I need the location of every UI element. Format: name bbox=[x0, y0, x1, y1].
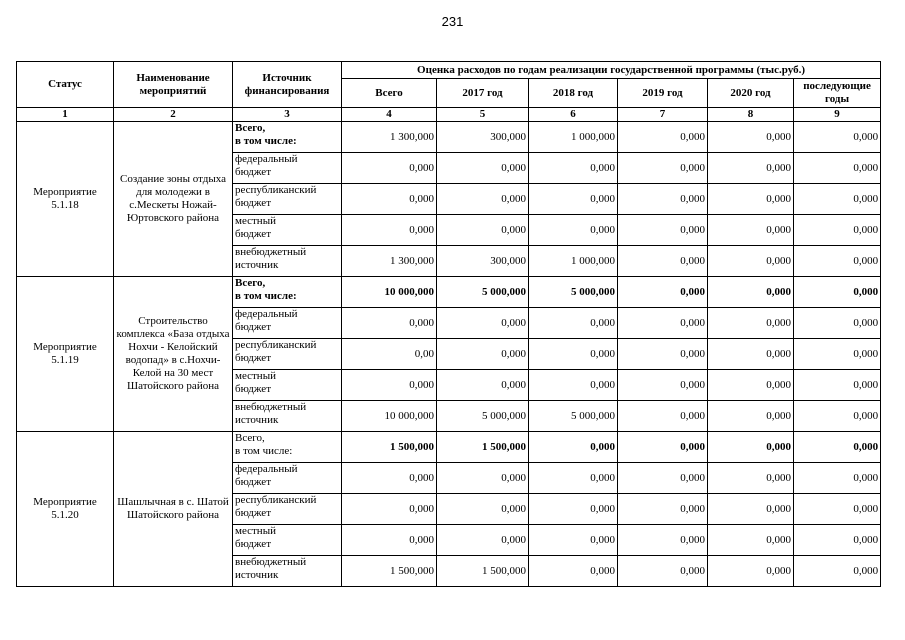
column-number: 6 bbox=[529, 108, 618, 122]
amount-cell: 0,000 bbox=[437, 153, 529, 184]
amount-cell: 0,00 bbox=[342, 339, 437, 370]
funding-source: местный бюджет bbox=[233, 370, 342, 401]
amount-cell: 0,000 bbox=[618, 401, 708, 432]
header-2017: 2017 год bbox=[437, 79, 529, 108]
activity-name: Строительство комплекса «База отдыха Нохчи - Келойский водопад» в с.Нохчи-Келой на 30 мест Шатойского района bbox=[114, 277, 233, 432]
amount-cell: 0,000 bbox=[618, 556, 708, 587]
funding-source: федеральный бюджет bbox=[233, 153, 342, 184]
amount-cell: 0,000 bbox=[708, 215, 794, 246]
amount-cell: 0,000 bbox=[708, 370, 794, 401]
amount-cell: 5 000,000 bbox=[437, 401, 529, 432]
amount-cell: 0,000 bbox=[794, 494, 881, 525]
amount-cell: 1 500,000 bbox=[437, 432, 529, 463]
funding-source: федеральный бюджет bbox=[233, 308, 342, 339]
amount-cell: 0,000 bbox=[618, 525, 708, 556]
funding-source: Всего, в том числе: bbox=[233, 432, 342, 463]
amount-cell: 0,000 bbox=[529, 370, 618, 401]
amount-cell: 0,000 bbox=[618, 122, 708, 153]
column-number: 2 bbox=[114, 108, 233, 122]
column-number: 8 bbox=[708, 108, 794, 122]
amount-cell: 0,000 bbox=[794, 122, 881, 153]
column-number: 1 bbox=[17, 108, 114, 122]
amount-cell: 0,000 bbox=[437, 215, 529, 246]
funding-source: республиканский бюджет bbox=[233, 184, 342, 215]
amount-cell: 0,000 bbox=[708, 339, 794, 370]
amount-cell: 0,000 bbox=[794, 401, 881, 432]
activity-status: Мероприятие 5.1.20 bbox=[17, 432, 114, 587]
amount-cell: 0,000 bbox=[437, 463, 529, 494]
header-group: Оценка расходов по годам реализации государственной программы (тыс.руб.) bbox=[342, 62, 881, 79]
amount-cell: 0,000 bbox=[794, 215, 881, 246]
amount-cell: 1 000,000 bbox=[529, 246, 618, 277]
funding-source: Всего, в том числе: bbox=[233, 277, 342, 308]
header-2019: 2019 год bbox=[618, 79, 708, 108]
activity-name: Шашлычная в с. Шатой Шатойского района bbox=[114, 432, 233, 587]
amount-cell: 0,000 bbox=[529, 494, 618, 525]
amount-cell: 0,000 bbox=[794, 246, 881, 277]
amount-cell: 0,000 bbox=[618, 463, 708, 494]
amount-cell: 0,000 bbox=[708, 525, 794, 556]
table-row bbox=[17, 122, 881, 153]
table-body bbox=[17, 122, 881, 587]
amount-cell: 0,000 bbox=[708, 556, 794, 587]
amount-cell: 0,000 bbox=[618, 494, 708, 525]
amount-cell: 0,000 bbox=[342, 184, 437, 215]
amount-cell: 0,000 bbox=[794, 277, 881, 308]
amount-cell: 0,000 bbox=[618, 184, 708, 215]
header-later: последующие годы bbox=[794, 79, 881, 108]
amount-cell: 0,000 bbox=[437, 184, 529, 215]
amount-cell: 1 500,000 bbox=[342, 432, 437, 463]
amount-cell: 0,000 bbox=[618, 246, 708, 277]
amount-cell: 0,000 bbox=[618, 277, 708, 308]
amount-cell: 0,000 bbox=[618, 215, 708, 246]
amount-cell: 300,000 bbox=[437, 122, 529, 153]
header-total: Всего bbox=[342, 79, 437, 108]
amount-cell: 0,000 bbox=[708, 153, 794, 184]
amount-cell: 5 000,000 bbox=[529, 277, 618, 308]
header-source: Источник финансирования bbox=[233, 62, 342, 108]
amount-cell: 0,000 bbox=[618, 339, 708, 370]
amount-cell: 0,000 bbox=[342, 463, 437, 494]
column-number: 9 bbox=[794, 108, 881, 122]
amount-cell: 0,000 bbox=[342, 370, 437, 401]
amount-cell: 5 000,000 bbox=[529, 401, 618, 432]
column-number-row bbox=[17, 108, 881, 122]
amount-cell: 0,000 bbox=[618, 370, 708, 401]
amount-cell: 0,000 bbox=[794, 370, 881, 401]
amount-cell: 0,000 bbox=[342, 308, 437, 339]
column-number: 4 bbox=[342, 108, 437, 122]
funding-source: внебюджетный источник bbox=[233, 246, 342, 277]
header-2018: 2018 год bbox=[529, 79, 618, 108]
amount-cell: 0,000 bbox=[529, 432, 618, 463]
amount-cell: 0,000 bbox=[794, 463, 881, 494]
table-row bbox=[17, 277, 881, 308]
amount-cell: 1 300,000 bbox=[342, 246, 437, 277]
funding-source: местный бюджет bbox=[233, 525, 342, 556]
amount-cell: 0,000 bbox=[529, 184, 618, 215]
funding-source: внебюджетный источник bbox=[233, 556, 342, 587]
amount-cell: 0,000 bbox=[794, 432, 881, 463]
amount-cell: 0,000 bbox=[708, 401, 794, 432]
amount-cell: 0,000 bbox=[342, 215, 437, 246]
header-name: Наименование мероприятий bbox=[114, 62, 233, 108]
amount-cell: 0,000 bbox=[529, 525, 618, 556]
amount-cell: 0,000 bbox=[794, 184, 881, 215]
activity-status: Мероприятие 5.1.19 bbox=[17, 277, 114, 432]
header-status: Статус bbox=[17, 62, 114, 108]
amount-cell: 0,000 bbox=[437, 370, 529, 401]
amount-cell: 1 500,000 bbox=[437, 556, 529, 587]
header-2020: 2020 год bbox=[708, 79, 794, 108]
amount-cell: 0,000 bbox=[708, 246, 794, 277]
amount-cell: 0,000 bbox=[529, 215, 618, 246]
amount-cell: 0,000 bbox=[794, 153, 881, 184]
activity-name: Создание зоны отдыха для молодежи в с.Мескеты Ножай-Юртовского района bbox=[114, 122, 233, 277]
funding-source: Всего, в том числе: bbox=[233, 122, 342, 153]
amount-cell: 0,000 bbox=[529, 556, 618, 587]
amount-cell: 0,000 bbox=[708, 122, 794, 153]
funding-source: республиканский бюджет bbox=[233, 494, 342, 525]
amount-cell: 10 000,000 bbox=[342, 401, 437, 432]
amount-cell: 0,000 bbox=[618, 153, 708, 184]
amount-cell: 0,000 bbox=[437, 494, 529, 525]
column-number: 7 bbox=[618, 108, 708, 122]
amount-cell: 0,000 bbox=[794, 556, 881, 587]
amount-cell: 10 000,000 bbox=[342, 277, 437, 308]
amount-cell: 5 000,000 bbox=[437, 277, 529, 308]
amount-cell: 1 500,000 bbox=[342, 556, 437, 587]
amount-cell: 0,000 bbox=[529, 153, 618, 184]
amount-cell: 0,000 bbox=[437, 308, 529, 339]
amount-cell: 0,000 bbox=[708, 308, 794, 339]
amount-cell: 0,000 bbox=[342, 525, 437, 556]
funding-source: местный бюджет bbox=[233, 215, 342, 246]
amount-cell: 0,000 bbox=[708, 494, 794, 525]
amount-cell: 0,000 bbox=[529, 463, 618, 494]
amount-cell: 0,000 bbox=[529, 308, 618, 339]
funding-source: республиканский бюджет bbox=[233, 339, 342, 370]
amount-cell: 0,000 bbox=[342, 153, 437, 184]
amount-cell: 0,000 bbox=[618, 432, 708, 463]
funding-source: федеральный бюджет bbox=[233, 463, 342, 494]
amount-cell: 1 000,000 bbox=[529, 122, 618, 153]
expense-table bbox=[16, 61, 881, 587]
amount-cell: 1 300,000 bbox=[342, 122, 437, 153]
amount-cell: 0,000 bbox=[437, 339, 529, 370]
activity-status: Мероприятие 5.1.18 bbox=[17, 122, 114, 277]
amount-cell: 0,000 bbox=[794, 339, 881, 370]
page-number: 231 bbox=[441, 14, 464, 29]
amount-cell: 0,000 bbox=[708, 463, 794, 494]
amount-cell: 0,000 bbox=[708, 184, 794, 215]
amount-cell: 0,000 bbox=[794, 525, 881, 556]
amount-cell: 300,000 bbox=[437, 246, 529, 277]
amount-cell: 0,000 bbox=[618, 308, 708, 339]
amount-cell: 0,000 bbox=[437, 525, 529, 556]
table-row bbox=[17, 432, 881, 463]
amount-cell: 0,000 bbox=[342, 494, 437, 525]
funding-source: внебюджетный источник bbox=[233, 401, 342, 432]
amount-cell: 0,000 bbox=[708, 277, 794, 308]
column-number: 5 bbox=[437, 108, 529, 122]
amount-cell: 0,000 bbox=[529, 339, 618, 370]
amount-cell: 0,000 bbox=[708, 432, 794, 463]
column-number: 3 bbox=[233, 108, 342, 122]
amount-cell: 0,000 bbox=[794, 308, 881, 339]
